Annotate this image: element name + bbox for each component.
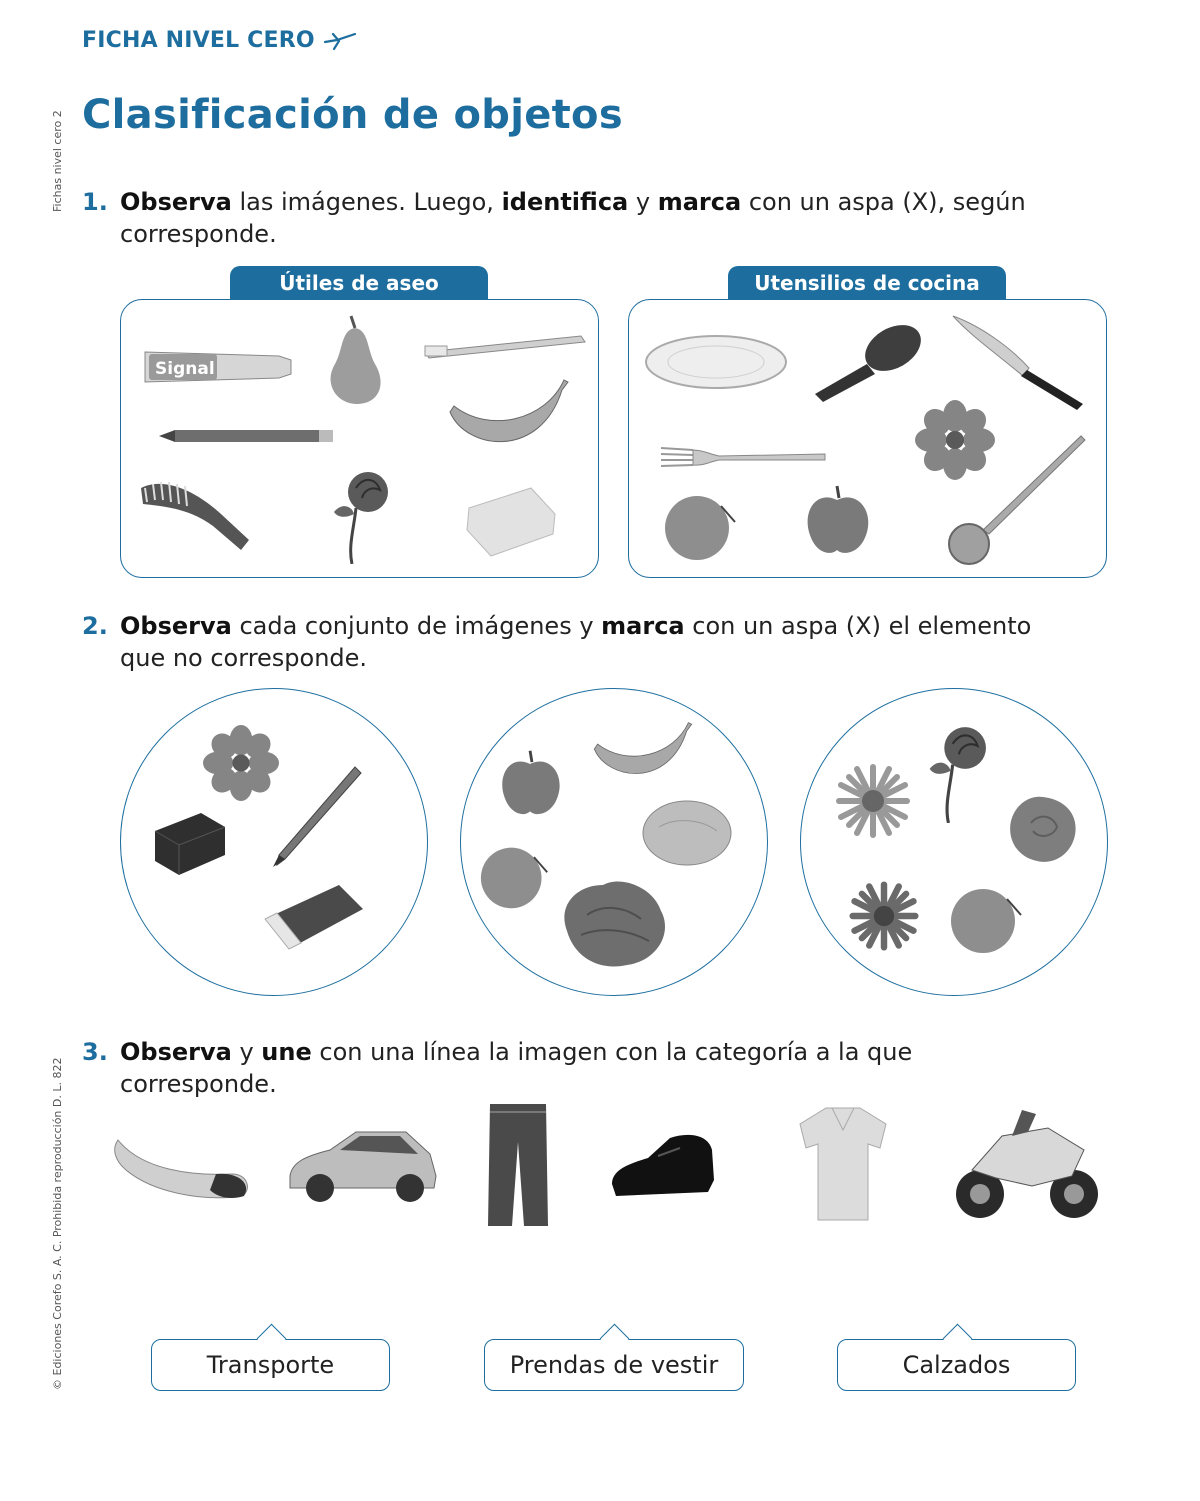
box-utiles-aseo[interactable] [120, 299, 599, 578]
header-label-text: FICHA NIVEL CERO [82, 28, 315, 53]
soap-icon [461, 484, 559, 560]
category-notch [942, 1324, 972, 1354]
cabbage-icon [557, 875, 671, 971]
polo-shirt-icon [796, 1104, 890, 1224]
box-utensilios-cocina[interactable] [628, 299, 1107, 578]
banana-icon [446, 378, 572, 458]
page-title: Clasificación de objetos [82, 92, 623, 138]
eraser-icon [261, 879, 367, 955]
instruction-text: Observa las imágenes. Luego, identifica y marca con un aspa (X), según corresponde. [120, 188, 1026, 248]
flower-icon [203, 725, 279, 801]
sunflower-icon [835, 763, 911, 839]
orange-icon [479, 843, 551, 911]
category-label: Transporte [206, 1351, 335, 1379]
side-text-top: Fichas nivel cero 2 [51, 110, 64, 212]
category-notch [600, 1324, 630, 1354]
rose-icon [326, 468, 404, 564]
hairbrush-icon [809, 320, 923, 402]
instruction-1 [82, 186, 1062, 250]
toothpaste-brand: Signal [155, 359, 215, 379]
car-icon [286, 1124, 438, 1206]
apple-icon [497, 747, 565, 817]
comb-icon [137, 474, 253, 552]
banana-icon [591, 719, 695, 789]
apple-icon [803, 482, 873, 556]
sharpener-icon [151, 807, 229, 881]
instruction-text: Observa y une con una línea la imagen con la categoría a la que corresponde. [120, 1038, 913, 1098]
box-tab-aseo: Útiles de aseo [230, 266, 488, 300]
papaya-icon [639, 797, 737, 869]
dress-shoe-icon [608, 1130, 718, 1200]
category-prendas[interactable] [484, 1339, 744, 1391]
set-circle-2[interactable] [460, 688, 768, 996]
toothpaste-icon [141, 348, 293, 384]
set-circle-3[interactable] [800, 688, 1108, 996]
instruction-number: 3. [82, 1038, 108, 1066]
pencil-icon [159, 428, 334, 444]
orange-icon [949, 885, 1025, 955]
rose-bloom-icon [1005, 793, 1081, 867]
gerbera-icon [849, 881, 919, 951]
header-label [82, 28, 357, 53]
box-tab-cocina: Utensilios de cocina [728, 266, 1006, 300]
bird-icon [323, 30, 357, 52]
instruction-number: 1. [82, 188, 108, 216]
category-notch [256, 1324, 286, 1354]
motorcycle-icon [952, 1106, 1102, 1222]
instruction-number: 2. [82, 612, 108, 640]
jeans-icon [486, 1102, 550, 1228]
category-calzados[interactable] [837, 1339, 1076, 1391]
set-circle-1[interactable] [120, 688, 428, 996]
side-text-bottom: © Ediciones Corefo S. A. C. Prohibida reproducción D. L. 822 [51, 1057, 64, 1390]
category-transporte[interactable] [151, 1339, 390, 1391]
instruction-3 [82, 1036, 1062, 1100]
instruction-text: Observa cada conjunto de imágenes y marca con un aspa (X) el elemento que no corresponde. [120, 612, 1032, 672]
ladle-icon [943, 430, 1087, 566]
pear-icon [321, 314, 391, 406]
orange-icon [663, 492, 739, 562]
toothbrush-icon [421, 332, 589, 360]
category-label: Prendas de vestir [509, 1351, 719, 1379]
rose-icon [921, 723, 1003, 823]
mechanical-pencil-icon [271, 763, 365, 869]
fork-icon [659, 442, 829, 472]
category-label: Calzados [902, 1351, 1011, 1379]
plate-icon [643, 334, 789, 390]
knife-icon [951, 314, 1089, 410]
ballet-flat-icon [112, 1130, 254, 1204]
instruction-2 [82, 610, 1062, 674]
